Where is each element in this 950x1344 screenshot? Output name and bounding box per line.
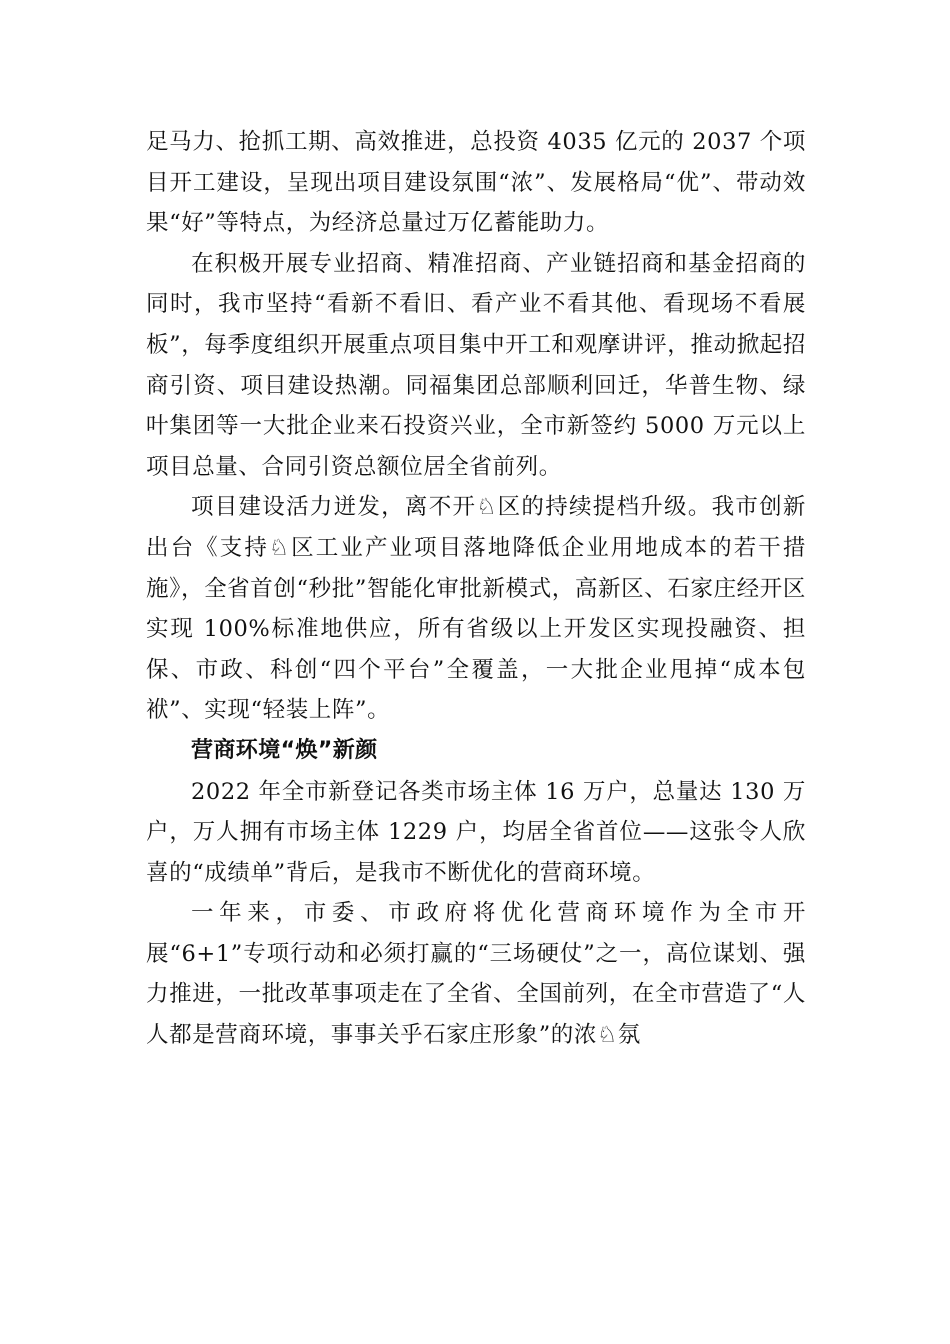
paragraph-park-upgrade: 项目建设活力迸发，离不开♘区的持续提档升级。我市创新出台《支持♘区工业产业项目落地降低企业用地成本的若干措施》，全省首创“秒批”智能化审批新模式，高新区、石家庄经开区实现 100%标准地供应，所有省级以上开发区实现投融资、担保、市政、科创“四个平台”全覆盖，一大批企业甩掉“成本包袱”、实现“轻装上阵”。 — [146, 494, 806, 724]
paragraph-market-entities: 2022 年全市新登记各类市场主体 16 万户，总量达 130 万户，万人拥有市场主体 1229 户，均居全省首位——这张令人欣喜的“成绩单”背后，是我市不断优化的营商环境。 — [146, 778, 806, 886]
paragraph-optimization-actions: 一年来，市委、市政府将优化营商环境作为全市开展“6+1”专项行动和必须打赢的“三场硬仗”之一，高位谋划、强力推进，一批改革事项走在了全省、全国前列，在全市营造了“人人都是营商环境，事事关乎石家庄形象”的浓♘氛 — [146, 900, 806, 1049]
document-page — [146, 122, 806, 1056]
paragraph-investment-attraction: 在积极开展专业招商、精准招商、产业链招商和基金招商的同时，我市坚持“看新不看旧、看产业不看其他、看现场不看展板”，每季度组织开展重点项目集中开工和观摩讲评，推动掀起招商引资、项目建设热潮。同福集团总部顺利回迁，华普生物、绿叶集团等一大批企业来石投资兴业，全市新签约 5000 万元以上项目总量、合同引资总额位居全省前列。 — [146, 250, 806, 480]
paragraph-project-investment: 足马力、抢抓工期、高效推进，总投资 4035 亿元的 2037 个项目开工建设，呈现出项目建设氛围“浓”、发展格局“优”、带动效果“好”等特点，为经济总量过万亿蓄能助力。 — [146, 129, 806, 237]
section-heading-business-environment: 营商环境“焕”新颜 — [191, 737, 378, 763]
